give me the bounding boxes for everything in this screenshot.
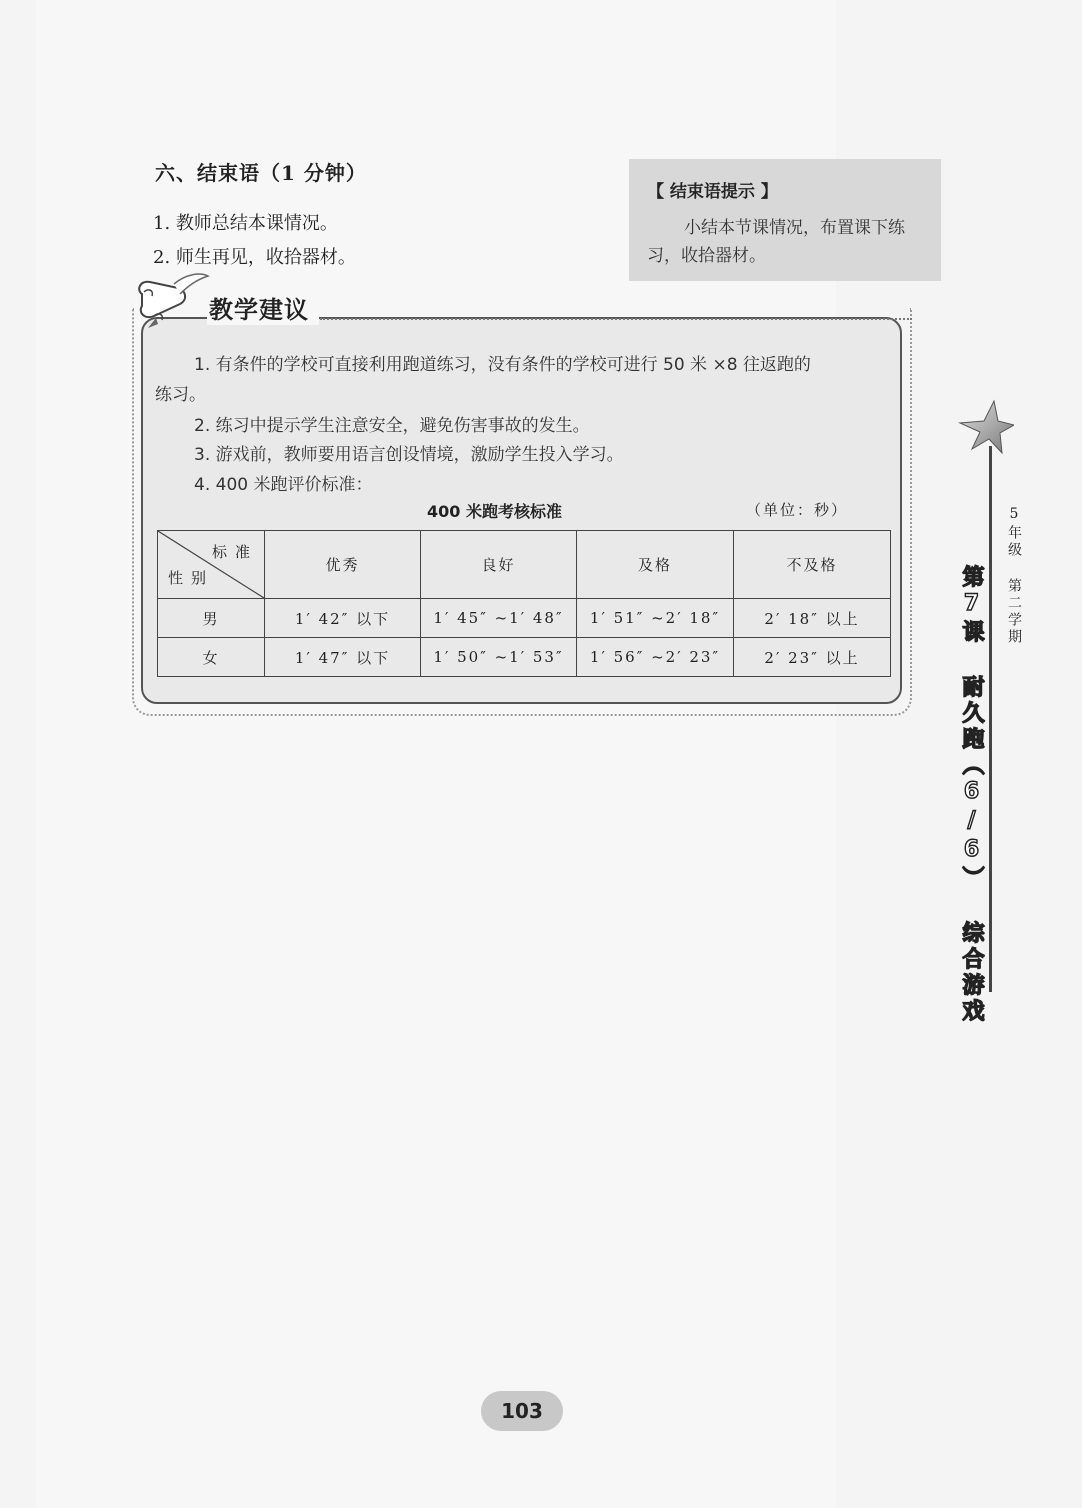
table-row: [158, 638, 891, 677]
suggestion-item: 4. 400 米跑评价标准：: [194, 475, 373, 495]
table-cell: 2′ 23″ 以上: [734, 638, 891, 677]
table-header-cell: 优秀: [265, 531, 421, 599]
side-lesson-label: 第7课 耐久跑（6/6） 综合游戏: [959, 565, 984, 1025]
table-cell: 1′ 51″ ~2′ 18″: [577, 599, 734, 638]
tip-body: 小结本节课情况，布置课下练习，收拾器材。: [647, 218, 905, 266]
table-cell: 1′ 50″ ~1′ 53″: [421, 638, 577, 677]
table-row: [158, 599, 891, 638]
side-divider-bar: [989, 446, 992, 992]
suggestion-item: 1. 有条件的学校可直接利用跑道练习，没有条件的学校可进行 50 米 ×8 往返跑的: [194, 355, 811, 375]
table-gender-cell: 男: [158, 599, 265, 638]
standard-table: [157, 530, 891, 677]
table-title: 400 米跑考核标准: [427, 502, 562, 521]
closing-item: 1. 教师总结本课情况。: [153, 213, 338, 234]
section-heading: 六、结束语（1 分钟）: [155, 161, 367, 185]
corner-label-gender: 性别: [168, 569, 215, 587]
table-cell: 1′ 47″ 以下: [265, 638, 421, 677]
table-corner-cell: [158, 531, 265, 599]
page-number: 103: [481, 1391, 563, 1431]
table-header-cell: 良好: [421, 531, 577, 599]
suggestion-item: 3. 游戏前，教师要用语言创设情境，激励学生投入学习。: [194, 445, 624, 465]
table-cell: 1′ 56″ ~2′ 23″: [577, 638, 734, 677]
corner-label-standard: 标准: [211, 543, 258, 561]
table-unit: （单位：秒）: [746, 501, 849, 519]
suggestion-item: 2. 练习中提示学生注意安全，避免伤害事故的发生。: [194, 416, 590, 436]
table-header-row: [158, 531, 891, 599]
side-grade-label: 5年级 第二学期: [1006, 506, 1022, 646]
star-icon: [956, 399, 1014, 457]
suggestion-item: 练习。: [155, 385, 206, 405]
suggestion-title: 教学建议: [207, 290, 319, 325]
table-cell: 2′ 18″ 以上: [734, 599, 891, 638]
table-cell: 1′ 45″ ~1′ 48″: [421, 599, 577, 638]
suggestion-header-line: [320, 318, 912, 320]
table-header-cell: 不及格: [734, 531, 891, 599]
table-gender-cell: 女: [158, 638, 265, 677]
tip-box: [629, 159, 941, 281]
closing-item: 2. 师生再见，收拾器材。: [153, 247, 356, 268]
scroll-icon: [134, 272, 214, 332]
table-cell: 1′ 42″ 以下: [265, 599, 421, 638]
tip-title: 【 结束语提示 】: [647, 182, 778, 202]
table-header-cell: 及格: [577, 531, 734, 599]
